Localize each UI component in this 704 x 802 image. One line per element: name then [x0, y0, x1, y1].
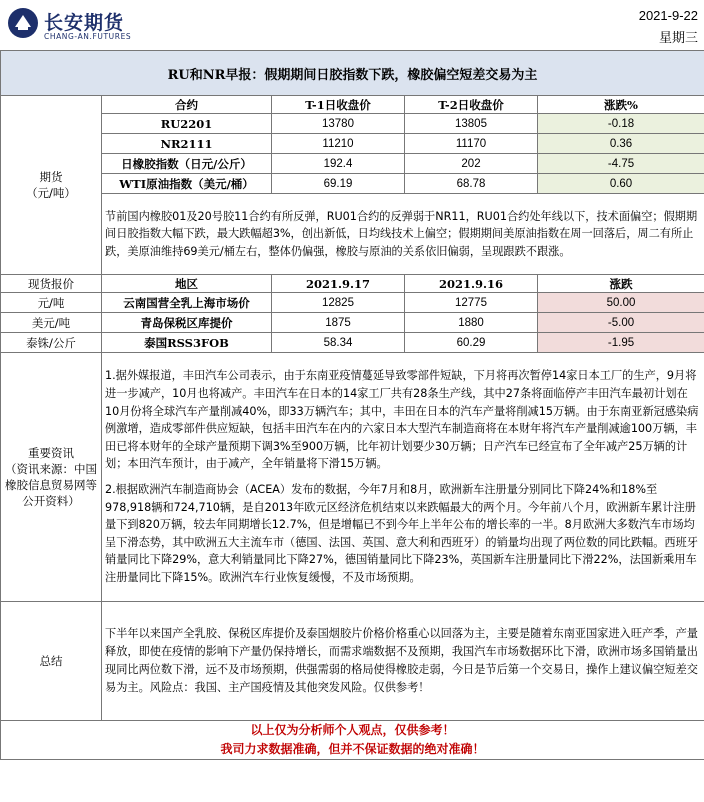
spot-row — [1, 293, 704, 313]
spot-unit: 美元/吨 — [1, 313, 102, 333]
company-logo — [6, 6, 141, 42]
summary-label: 总结 — [1, 602, 102, 721]
spot-unit: 泰铢/公斤 — [1, 333, 102, 353]
futures-section-label — [1, 96, 102, 275]
futures-contract-name: WTI原油指数（美元/桶） — [102, 174, 272, 194]
futures-commentary: 节前国内橡胶01及20号胶11合约有所反弹，RU01合约的反弹弱于NR11，RU01合约处年线以下，技术面偏空；假期期间日胶指数大幅下跌，最大跌幅超3%，创出新低，日均线技术上偏空；假期期间美原油指数在周一回落后，周二有所止跌，美原油维持69美元/桶左右，整体仍偏强，橡胶与原油的关系依旧偏弱，呈现跟跌不跟涨。 — [102, 194, 704, 275]
spot-price-date1: 12825 — [272, 293, 405, 313]
spot-price-date1: 58.34 — [272, 333, 405, 353]
page-header — [0, 0, 704, 46]
futures-t1-price: 192.4 — [272, 154, 405, 174]
logo-english-name: CHANG-AN.FUTURES — [44, 32, 132, 41]
report-date: 2021-9-22 — [638, 8, 698, 23]
spot-change: 50.00 — [538, 293, 704, 313]
futures-header-contract: 合约 — [102, 96, 272, 114]
futures-change: -0.18 — [538, 114, 704, 134]
futures-header-t1: T-1日收盘价 — [272, 96, 405, 114]
futures-label-main: 期货 — [39, 170, 63, 184]
futures-row — [1, 174, 704, 194]
spot-unit: 元/吨 — [1, 293, 102, 313]
disclaimer-line1: 以上仅为分析师个人观点，仅供参考！ — [250, 723, 455, 737]
futures-contract-name: RU2201 — [102, 114, 272, 134]
spot-row — [1, 333, 704, 353]
spot-header-date1: 2021.9.17 — [272, 275, 405, 293]
report-title: RU和NR早报：假期期间日胶指数下跌，橡胶偏空短差交易为主 — [1, 51, 704, 96]
spot-header-change: 涨跌 — [538, 275, 704, 293]
spot-price-date1: 1875 — [272, 313, 405, 333]
spot-header-region: 地区 — [102, 275, 272, 293]
spot-price-date2: 60.29 — [405, 333, 538, 353]
news-label-main: 重要资讯 — [28, 446, 74, 460]
news-item: 2.根据欧洲汽车制造商协会（ACEA）发布的数据，今年7月和8月，欧洲新车注册量分别同比下降24%和18%至978,918辆和724,710辆，是自2013年欧元区经济危机结束以来跌幅最大的两个月。今年前八个月，欧洲新车累计注册量下到820万辆，较去年同期增长12.7%，但是增幅已不到今年上半年公布的增长率的一半。8月欧洲大多数汽车市场均呈下滑态势，其中欧洲五大主流车市（德国、法国、英国、意大利和西班牙）的销量均出现了两位数的同比跌幅。西班牙销量同比下降29%，意大利销量同比下降27%，德国销量同比下降23%，英国新车注册量同比下滑22%，法国新乘用车注册量同比下降15%。欧洲汽车行业恢复缓慢，不及市场预期。 — [105, 483, 698, 584]
report-table — [0, 50, 704, 760]
logo-chinese-name: 长安期货 — [44, 12, 125, 34]
news-content — [102, 353, 704, 602]
futures-header-t2: T-2日收盘价 — [405, 96, 538, 114]
spot-header-date2: 2021.9.16 — [405, 275, 538, 293]
futures-change: 0.36 — [538, 134, 704, 154]
news-section-label — [1, 353, 102, 602]
futures-row — [1, 114, 704, 134]
futures-header-change: 涨跌% — [538, 96, 704, 114]
futures-t2-price: 202 — [405, 154, 538, 174]
futures-t2-price: 68.78 — [405, 174, 538, 194]
report-weekday: 星期三 — [658, 31, 698, 46]
summary-text: 下半年以来国产全乳胶、保税区库提价及泰国烟胶片价格价格重心以回落为主，主要是随着东南亚国家进入旺产季，产量释放，即使在疫情的影响下产量仍保持增长，而需求端数据不及预期，我国汽车市场数据环比下滑，欧洲市场多国销量出现同比两位数下滑，远不及市场预期，供强需弱的格局使得橡胶走弱，今日是节后第一个交易日，操作上建议偏空短差交易为主。风险点：我国、主产国疫情及其他突发风险。仅供参考！ — [102, 602, 704, 721]
futures-row — [1, 154, 704, 174]
spot-price-date2: 12775 — [405, 293, 538, 313]
spot-section-label: 现货报价 — [1, 275, 102, 293]
spot-market-name: 泰国RSS3FOB — [102, 333, 272, 353]
futures-t2-price: 13805 — [405, 114, 538, 134]
futures-label-unit: （元/吨） — [26, 186, 76, 200]
futures-contract-name: 日橡胶指数（日元/公斤） — [102, 154, 272, 174]
futures-t1-price: 11210 — [272, 134, 405, 154]
futures-t2-price: 11170 — [405, 134, 538, 154]
futures-t1-price: 13780 — [272, 114, 405, 134]
spot-change: -1.95 — [538, 333, 704, 353]
futures-row — [1, 134, 704, 154]
spot-change: -5.00 — [538, 313, 704, 333]
spot-market-name: 青岛保税区库提价 — [102, 313, 272, 333]
news-item: 1.据外媒报道，丰田汽车公司表示，由于东南亚疫情蔓延导致零部件短缺，下月将再次暂停14家日本工厂的生产，9月将进一步减产，10月也将减产。丰田汽车在日本的14家工厂共有28条生产线，其中27条将面临停产丰田汽车最初计划在10月份将全球汽车产量削减40%，即33万辆汽车；其中，丰田在日本的汽车产量将削减15万辆。由于东南亚新冠感染病例激增，造成零部件供应短缺，包括丰田汽车在内的六家日本大型汽车制造商将在本财年将汽车产量削减逾100万辆，丰田已将本财年的全球产量预期下调3%至900万辆，比年初计划要少30万辆；日产汽车已经宣布了全年减产25万辆的计划；本田汽车预计，由于减产，全年销量将下滑15万辆。 — [105, 369, 699, 471]
news-label-source: （资讯来源：中国橡胶信息贸易网等公开资料） — [5, 462, 97, 508]
futures-contract-name: NR2111 — [102, 134, 272, 154]
logo-mark-icon — [6, 6, 40, 40]
futures-change: 0.60 — [538, 174, 704, 194]
spot-market-name: 云南国营全乳上海市场价 — [102, 293, 272, 313]
spot-row — [1, 313, 704, 333]
futures-t1-price: 69.19 — [272, 174, 405, 194]
disclaimer — [1, 721, 704, 760]
futures-change: -4.75 — [538, 154, 704, 174]
disclaimer-line2: 我司力求数据准确，但并不保证数据的绝对准确！ — [220, 742, 485, 756]
spot-price-date2: 1880 — [405, 313, 538, 333]
